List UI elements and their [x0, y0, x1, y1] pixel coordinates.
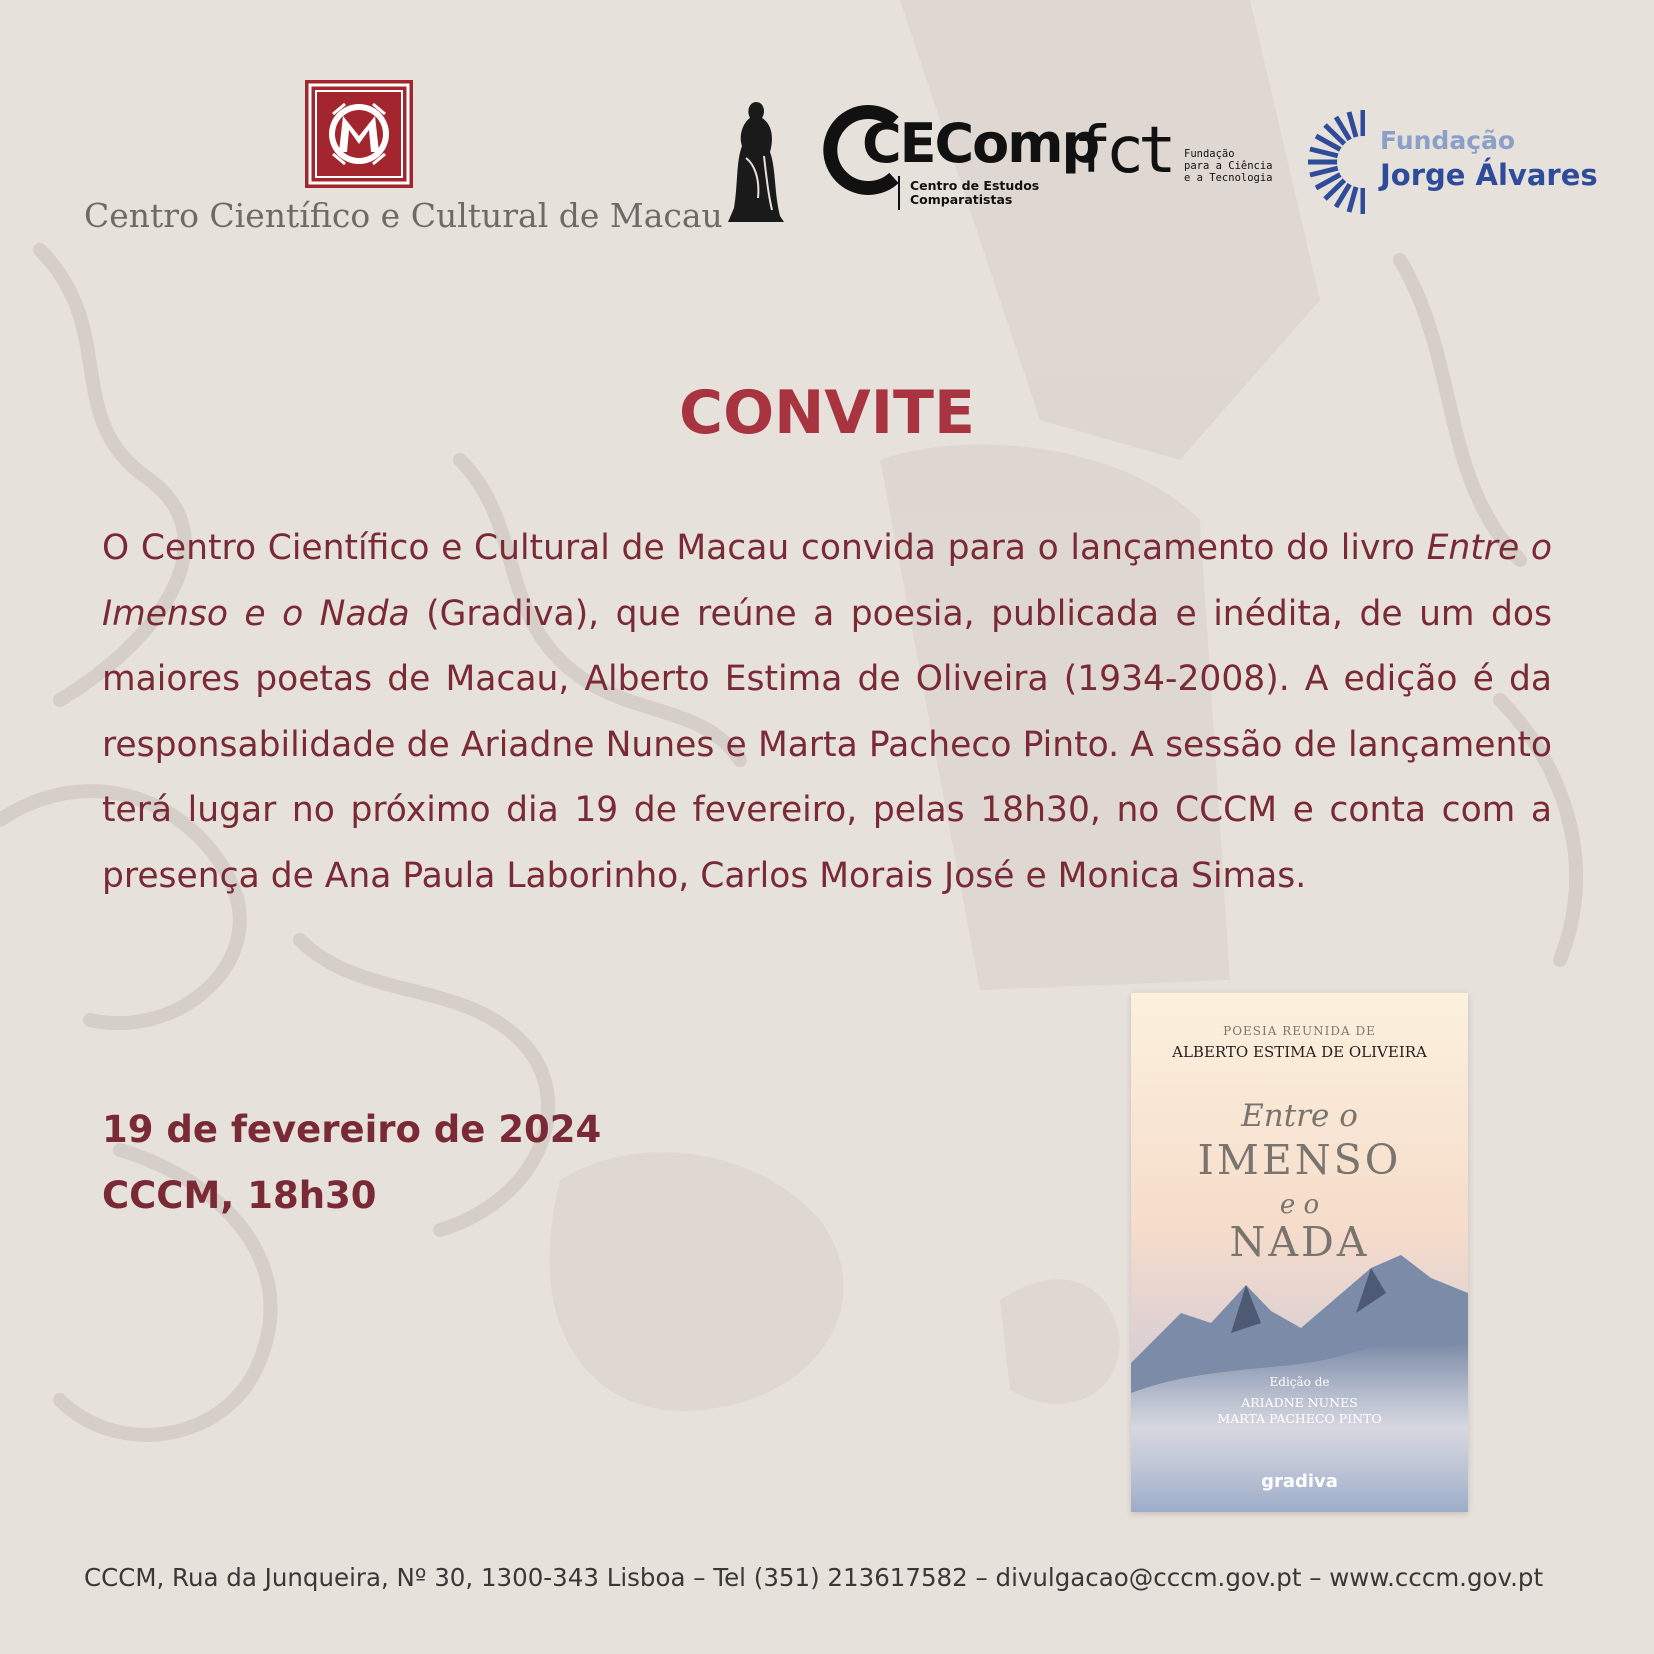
- fct-line-3: e a Tecnologia: [1184, 172, 1273, 184]
- event-place-time: CCCM, 18h30: [102, 1174, 377, 1217]
- cccm-logo: [305, 80, 413, 188]
- book-title-4: NADA: [1229, 1218, 1370, 1266]
- cecomp-wordmark: CEComp: [862, 112, 1099, 175]
- cccm-name: Centro Científico e Cultural de Macau: [84, 196, 723, 235]
- book-title-italic: Entre o Imenso e o Nada: [102, 528, 1552, 634]
- paragraph-part-2: (Gradiva), que reúne a poesia, publicada e inédita, de um dos maiores poetas de Macau, Alberto Estima de Oliveira (1934-2008). A edição é da responsabilidade de Ariadne Nunes e Marta Pacheco Pinto. A sessão de lançamento terá lugar no próximo dia 19 de fevereiro, pelas 18h30, no CCCM e conta com a presença de Ana Paula Laborinho, Carlos Morais José e Monica Simas.: [102, 593, 1552, 896]
- cecomp-subtitle-2: Comparatistas: [910, 192, 1013, 207]
- book-title-1: Entre o: [1241, 1098, 1358, 1134]
- fja-sunburst-icon: [1305, 108, 1365, 216]
- invitation-paragraph: [102, 516, 1552, 909]
- book-edition-label: Edição de: [1269, 1375, 1330, 1389]
- event-date: 19 de fevereiro de 2024: [102, 1108, 602, 1151]
- book-title-2: IMENSO: [1197, 1136, 1402, 1184]
- book-editor-2: MARTA PACHECO PINTO: [1217, 1411, 1382, 1426]
- book-cover: [1131, 993, 1468, 1512]
- footer-contact: CCCM, Rua da Junqueira, Nº 30, 1300-343 Lisboa – Tel (351) 213617582 – divulgacao@cccm.gov.pt – www.cccm.gov.pt: [84, 1563, 1544, 1592]
- book-title-3: e o: [1279, 1190, 1320, 1220]
- fct-wordmark: fct: [1073, 114, 1171, 188]
- page-title: CONVITE: [679, 378, 975, 448]
- fct-line-1: Fundação: [1184, 148, 1235, 160]
- fct-line-2: para a Ciência: [1184, 160, 1273, 172]
- cecomp-divider: [898, 176, 900, 210]
- book-editor-1: ARIADNE NUNES: [1241, 1395, 1358, 1410]
- book-publisher: gradiva: [1261, 1471, 1338, 1492]
- cecomp-subtitle-1: Centro de Estudos: [910, 178, 1040, 193]
- book-series: POESIA REUNIDA DE: [1223, 1024, 1376, 1038]
- fja-line-1: Fundação: [1380, 126, 1516, 155]
- book-author: ALBERTO ESTIMA DE OLIVEIRA: [1172, 1043, 1427, 1061]
- paragraph-part-1: O Centro Científico e Cultural de Macau convida para o lançamento do livro: [102, 528, 1427, 568]
- fja-line-2: Jorge Álvares: [1380, 158, 1598, 192]
- statue-icon: [720, 98, 792, 228]
